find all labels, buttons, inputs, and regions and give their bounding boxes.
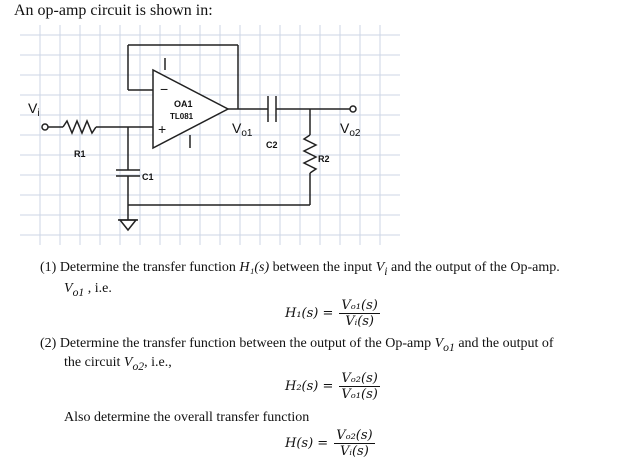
resistor-r2	[304, 135, 316, 173]
input-terminal	[42, 124, 48, 130]
also-text: Also determine the overall transfer function	[64, 410, 310, 425]
question-2-line-2: the circuit $V_{o2}$, i.e.,	[64, 355, 172, 373]
question-2-line-1: (2) Determine the transfer function between the output of the Op-amp $V_{o1}$ and the output of	[40, 336, 554, 354]
c1-label: C1	[142, 172, 154, 182]
question-1-line-2: $V_{o1}$ , i.e.	[64, 281, 112, 299]
intro-text: An op-amp circuit is shown in:	[14, 2, 213, 19]
opamp-model: TL081	[170, 112, 194, 121]
opamp-name: OA1	[174, 99, 193, 109]
r1-label: R1	[74, 149, 86, 159]
question-1-line-1: (1) Determine the transfer function H₁(s) between the input $V_i$ and the output of the Op-amp.	[40, 260, 560, 278]
equation-h2: H₂(s) = $\frac{\text{Vₒ₂(s)}}{\text{Vₒ₁(s)}}$	[285, 371, 378, 402]
r2-label: R2	[318, 154, 330, 164]
opamp-plus: +	[158, 121, 167, 137]
c2-label: C2	[266, 140, 278, 150]
vo1-label: $V_{o1}$	[232, 120, 253, 139]
output-terminal-vo2	[350, 106, 356, 112]
vo2-label: $V_{o2}$	[340, 120, 361, 139]
opamp-minus: −	[160, 81, 169, 97]
equation-h1: H₁(s) = $\frac{\text{Vₒ₁(s)}}{\text{Vᵢ(s)}}$	[285, 298, 378, 329]
ground-symbol	[120, 220, 136, 230]
equation-h: H(s) = $\frac{\text{Vₒ₂(s)}}{\text{Vᵢ(s)}}$	[285, 428, 373, 459]
vi-label: $V_i$	[28, 100, 40, 119]
